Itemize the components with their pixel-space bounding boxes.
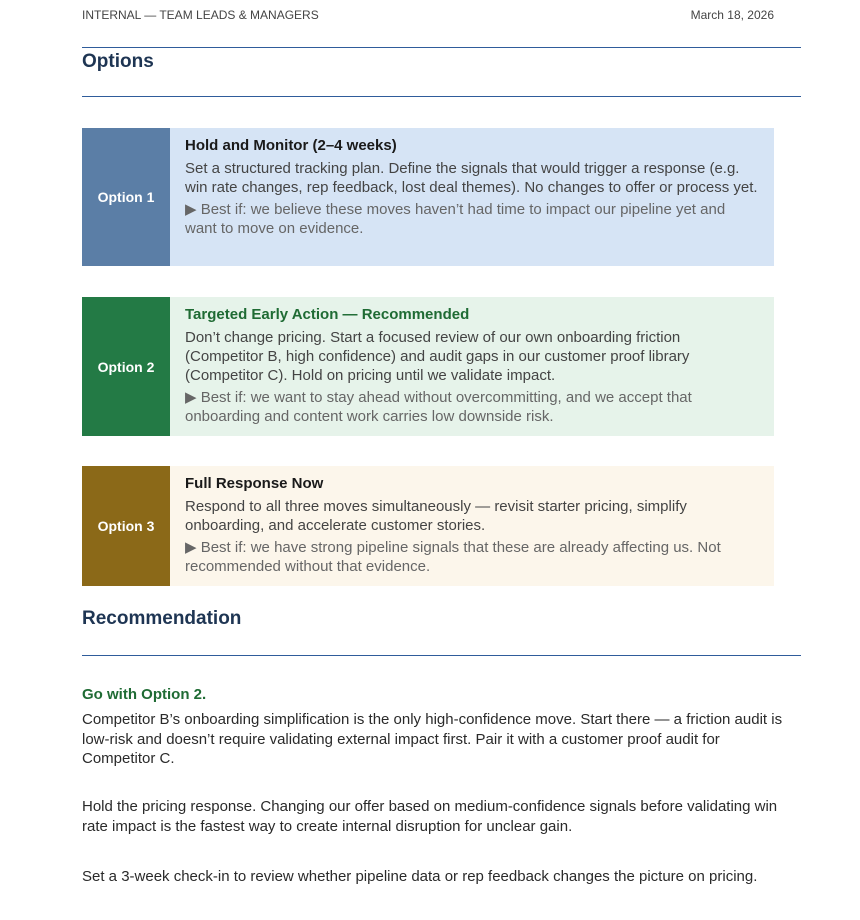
option-card-1 bbox=[82, 128, 774, 266]
recommendation-heading-rule bbox=[82, 655, 801, 656]
document-date: March 18, 2026 bbox=[690, 8, 774, 22]
option-card-2 bbox=[82, 297, 774, 436]
recommendation-lead: Go with Option 2. bbox=[82, 686, 207, 703]
option-3-title: Full Response Now bbox=[185, 475, 324, 492]
option-3-best-if: ▶ Best if: we have strong pipeline signals that these are already affecting us. Not recommended without that evidence. bbox=[185, 539, 721, 575]
recommendation-heading: Recommendation bbox=[82, 608, 242, 629]
recommendation-paragraph: Competitor B’s onboarding simplification is the only high-confidence move. Start there — a friction audit is low-risk and doesn’t require validating external impact first. Pair it with a customer proof audit for Competitor C. bbox=[82, 711, 783, 767]
options-heading-rule bbox=[82, 96, 801, 97]
option-1-title: Hold and Monitor (2–4 weeks) bbox=[185, 137, 397, 154]
option-2-best-if: ▶ Best if: we want to stay ahead without overcommitting, and we accept that onboarding and content work carries low downside risk. bbox=[185, 389, 692, 425]
classification-label: INTERNAL — TEAM LEADS & MANAGERS bbox=[82, 8, 319, 22]
option-1-best-if: ▶ Best if: we believe these moves haven’t had time to impact our pipeline yet and want to move on evidence. bbox=[185, 201, 726, 237]
option-1-tag: Option 1 bbox=[82, 128, 170, 266]
option-3-body bbox=[170, 466, 774, 586]
option-3-tag: Option 3 bbox=[82, 466, 170, 586]
option-3-description: Respond to all three moves simultaneously — revisit starter pricing, simplify onboarding, and accelerate customer stories. bbox=[185, 498, 687, 534]
recommendation-paragraph: Hold the pricing response. Changing our offer based on medium-confidence signals before validating win rate impact is the fastest way to create internal disruption for unclear gain. bbox=[82, 798, 778, 835]
option-1-description: Set a structured tracking plan. Define the signals that would trigger a response (e.g. win rate changes, rep feedback, lost deal themes). No changes to offer or process yet. bbox=[185, 160, 758, 196]
option-2-title: Targeted Early Action — Recommended bbox=[185, 306, 470, 323]
option-card-3 bbox=[82, 466, 774, 586]
header-rule bbox=[82, 47, 801, 48]
option-1-body bbox=[170, 128, 774, 266]
option-2-tag: Option 2 bbox=[82, 297, 170, 436]
page-header bbox=[82, 8, 774, 22]
option-2-body bbox=[170, 297, 774, 436]
options-heading: Options bbox=[82, 51, 154, 72]
option-2-description: Don’t change pricing. Start a focused review of our own onboarding friction (Competitor B, high confidence) and audit gaps in our customer proof library (Competitor C). Hold on pricing until we validate impact. bbox=[185, 329, 690, 384]
recommendation-paragraph: Set a 3-week check-in to review whether pipeline data or rep feedback changes the picture on pricing. bbox=[82, 868, 758, 885]
